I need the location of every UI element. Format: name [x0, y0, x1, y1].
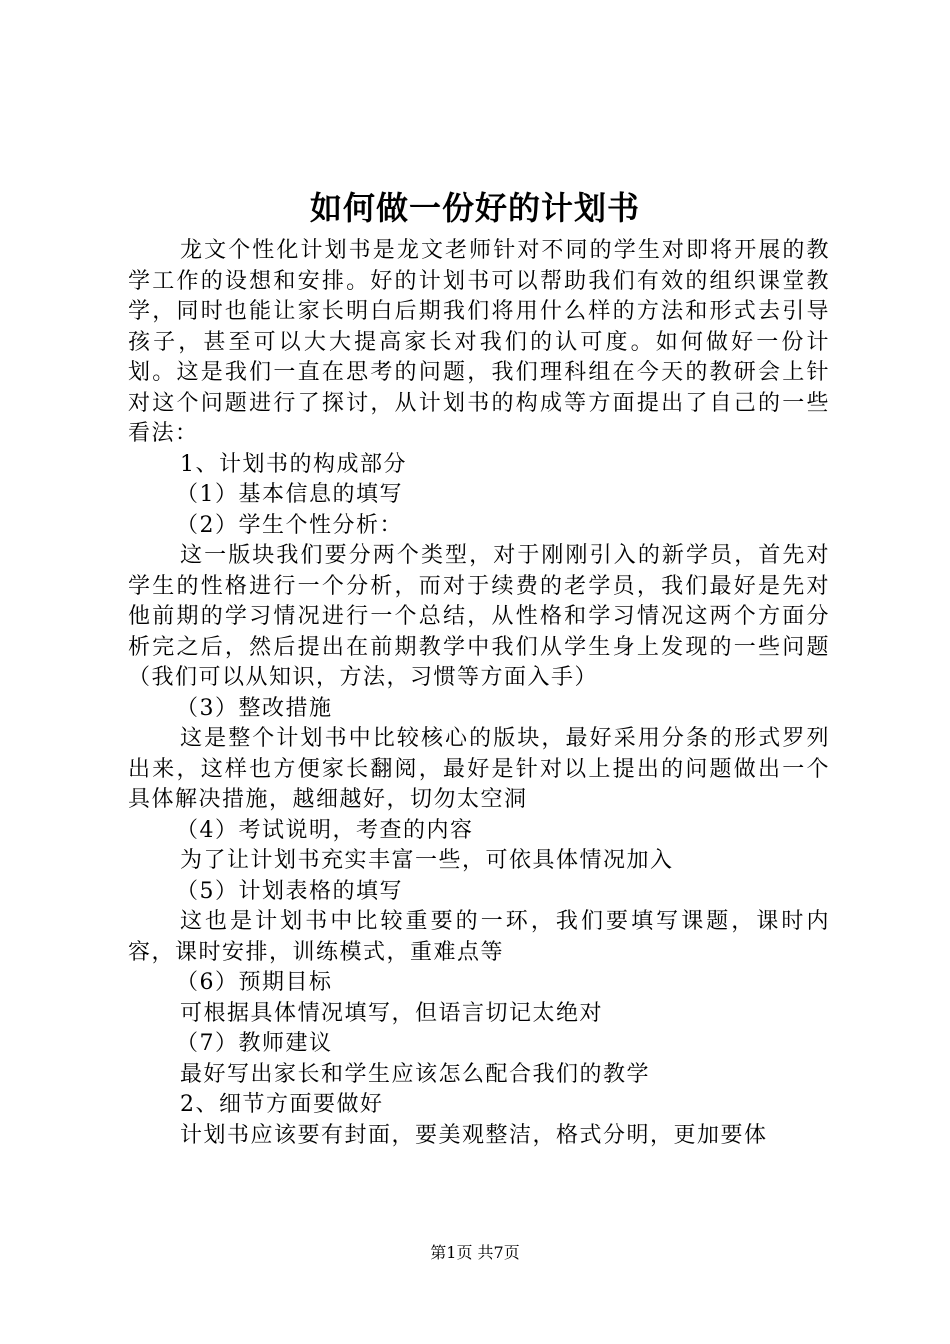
subsection-heading: （6）预期目标	[176, 970, 333, 995]
section-heading-1: 1、计划书的构成部分	[180, 451, 407, 477]
page-number-footer: 第1页 共7页	[430, 1243, 520, 1262]
paragraph: 为了让计划书充实丰富一些，可依具体情况加入	[180, 848, 674, 873]
paragraph: 可根据具体情况填写，但语言切记太绝对	[180, 1000, 604, 1026]
subsection-heading: （7）教师建议	[176, 1031, 333, 1056]
document-title: 如何做一份好的计划书	[309, 189, 640, 227]
section-heading-2: 2、细节方面要做好	[180, 1092, 384, 1117]
paragraph-intro: 龙文个性化计划书是龙文老师针对不同的学生对即将开展的教学工作的设想和安排。好的计划书可以帮助我们有效的组织课堂教学，同时也能让家长明白后期我们将用什么样的方法和形式去引导孩子，甚至可以大大提高家长对我们的认可度。如何做好一份计划。这是我们一直在思考的问题，我们理科组在今天的教研会上针对这个问题进行了探讨，从计划书的构成等方面提出了自己的一些看法：	[128, 238, 830, 446]
paragraph: 这是整个计划书中比较核心的版块，最好采用分条的形式罗列出来，这样也方便家长翻阅，最好是针对以上提出的问题做出一个具体解决措施，越细越好，切勿太空洞	[128, 726, 830, 812]
subsection-heading: （5）计划表格的填写	[176, 878, 403, 904]
subsection-heading: （4）考试说明，考查的内容	[176, 817, 474, 843]
paragraph: 计划书应该要有封面，要美观整洁，格式分明，更加要体	[180, 1122, 768, 1148]
document-body	[128, 236, 830, 1151]
paragraph: 这也是计划书中比较重要的一环，我们要填写课题，课时内容，课时安排，训练模式，重难点等	[128, 909, 830, 965]
paragraph: 这一版块我们要分两个类型，对于刚刚引入的新学员，首先对学生的性格进行一个分析，而对于续费的老学员，我们最好是先对他前期的学习情况进行一个总结，从性格和学习情况这两个方面分析完之后，然后提出在前期教学中我们从学生身上发现的一些问题（我们可以从知识，方法，习惯等方面入手）	[128, 543, 830, 690]
subsection-heading: （3）整改措施	[176, 695, 333, 721]
paragraph: 最好写出家长和学生应该怎么配合我们的教学	[180, 1061, 651, 1087]
subsection-heading: （1）基本信息的填写	[176, 482, 403, 507]
subsection-heading: （2）学生个性分析：	[176, 512, 403, 538]
